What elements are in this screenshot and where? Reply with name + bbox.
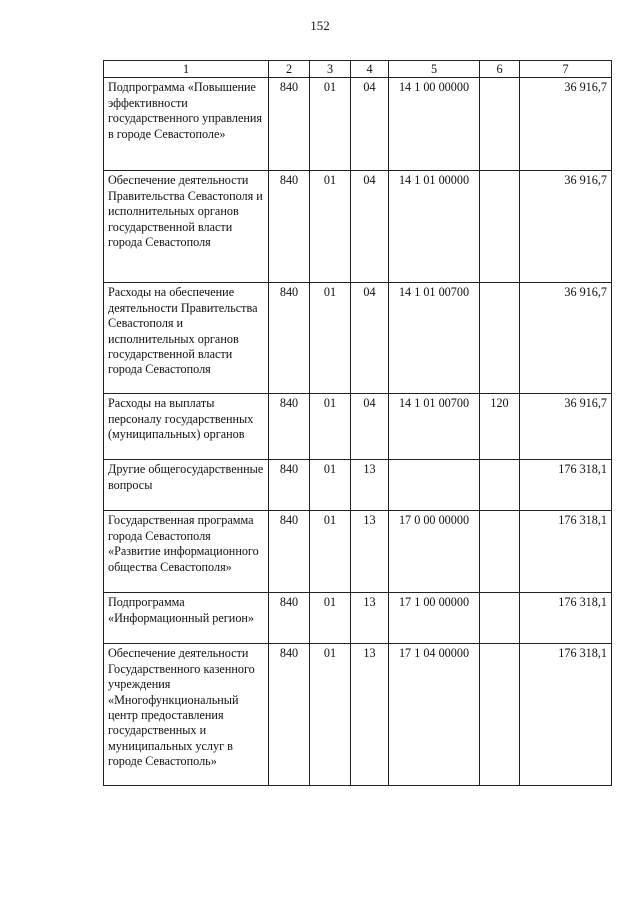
header-cell: 3 (310, 61, 351, 78)
cell-col6 (480, 78, 520, 171)
cell-col4: 13 (351, 511, 389, 593)
cell-col2: 840 (269, 460, 310, 511)
cell-col3: 01 (310, 394, 351, 460)
cell-col6: 120 (480, 394, 520, 460)
cell-col4: 04 (351, 78, 389, 171)
cell-col5: 14 1 00 00000 (389, 78, 480, 171)
header-cell: 4 (351, 61, 389, 78)
cell-col3: 01 (310, 460, 351, 511)
table-row (104, 511, 612, 593)
row-name: Обеспечение деятельности Правительства Севастополя и исполнительных органов государственной власти города Севастополя (104, 171, 269, 283)
header-cell: 5 (389, 61, 480, 78)
page-number: 152 (310, 18, 330, 33)
cell-col6 (480, 644, 520, 786)
cell-col5: 17 1 00 00000 (389, 593, 480, 644)
cell-col2: 840 (269, 78, 310, 171)
cell-col4: 13 (351, 460, 389, 511)
cell-col6 (480, 511, 520, 593)
cell-col4: 04 (351, 394, 389, 460)
cell-col3: 01 (310, 283, 351, 394)
cell-col2: 840 (269, 394, 310, 460)
row-name: Другие общегосударственные вопросы (104, 460, 269, 511)
row-name: Государственная программа города Севастополя «Развитие информационного общества Севастополя» (104, 511, 269, 593)
cell-col6 (480, 283, 520, 394)
row-name: Обеспечение деятельности Государственного казенного учреждения «Многофункциональный центр предоставления государственных и муниципальных услуг в городе Севастополь» (104, 644, 269, 786)
cell-col3: 01 (310, 644, 351, 786)
cell-col7: 36 916,7 (520, 171, 612, 283)
row-name: Подпрограмма «Информационный регион» (104, 593, 269, 644)
cell-col7: 176 318,1 (520, 460, 612, 511)
cell-col2: 840 (269, 511, 310, 593)
table-row (104, 283, 612, 394)
cell-col6 (480, 460, 520, 511)
cell-col5 (389, 460, 480, 511)
header-cell: 2 (269, 61, 310, 78)
header-row (104, 61, 612, 78)
budget-table (103, 60, 612, 786)
cell-col4: 13 (351, 644, 389, 786)
cell-col7: 36 916,7 (520, 283, 612, 394)
cell-col7: 36 916,7 (520, 78, 612, 171)
cell-col2: 840 (269, 171, 310, 283)
cell-col4: 04 (351, 171, 389, 283)
cell-col4: 04 (351, 283, 389, 394)
cell-col3: 01 (310, 593, 351, 644)
header-cell: 7 (520, 61, 612, 78)
table-row (104, 171, 612, 283)
table-row (104, 78, 612, 171)
row-name: Расходы на выплаты персоналу государственных (муниципальных) органов (104, 394, 269, 460)
table-row (104, 394, 612, 460)
cell-col4: 13 (351, 593, 389, 644)
row-name: Расходы на обеспечение деятельности Правительства Севастополя и исполнительных органов государственной власти города Севастополя (104, 283, 269, 394)
cell-col5: 17 1 04 00000 (389, 644, 480, 786)
table-row (104, 460, 612, 511)
cell-col7: 176 318,1 (520, 511, 612, 593)
cell-col2: 840 (269, 283, 310, 394)
cell-col2: 840 (269, 593, 310, 644)
cell-col3: 01 (310, 78, 351, 171)
cell-col5: 14 1 01 00000 (389, 171, 480, 283)
cell-col5: 17 0 00 00000 (389, 511, 480, 593)
table-row (104, 644, 612, 786)
cell-col7: 176 318,1 (520, 644, 612, 786)
cell-col2: 840 (269, 644, 310, 786)
cell-col5: 14 1 01 00700 (389, 394, 480, 460)
cell-col6 (480, 171, 520, 283)
cell-col7: 36 916,7 (520, 394, 612, 460)
header-cell: 1 (104, 61, 269, 78)
cell-col7: 176 318,1 (520, 593, 612, 644)
cell-col3: 01 (310, 171, 351, 283)
cell-col6 (480, 593, 520, 644)
table-row (104, 593, 612, 644)
header-cell: 6 (480, 61, 520, 78)
cell-col5: 14 1 01 00700 (389, 283, 480, 394)
cell-col3: 01 (310, 511, 351, 593)
row-name: Подпрограмма «Повышение эффективности государственного управления в городе Севастополе» (104, 78, 269, 171)
